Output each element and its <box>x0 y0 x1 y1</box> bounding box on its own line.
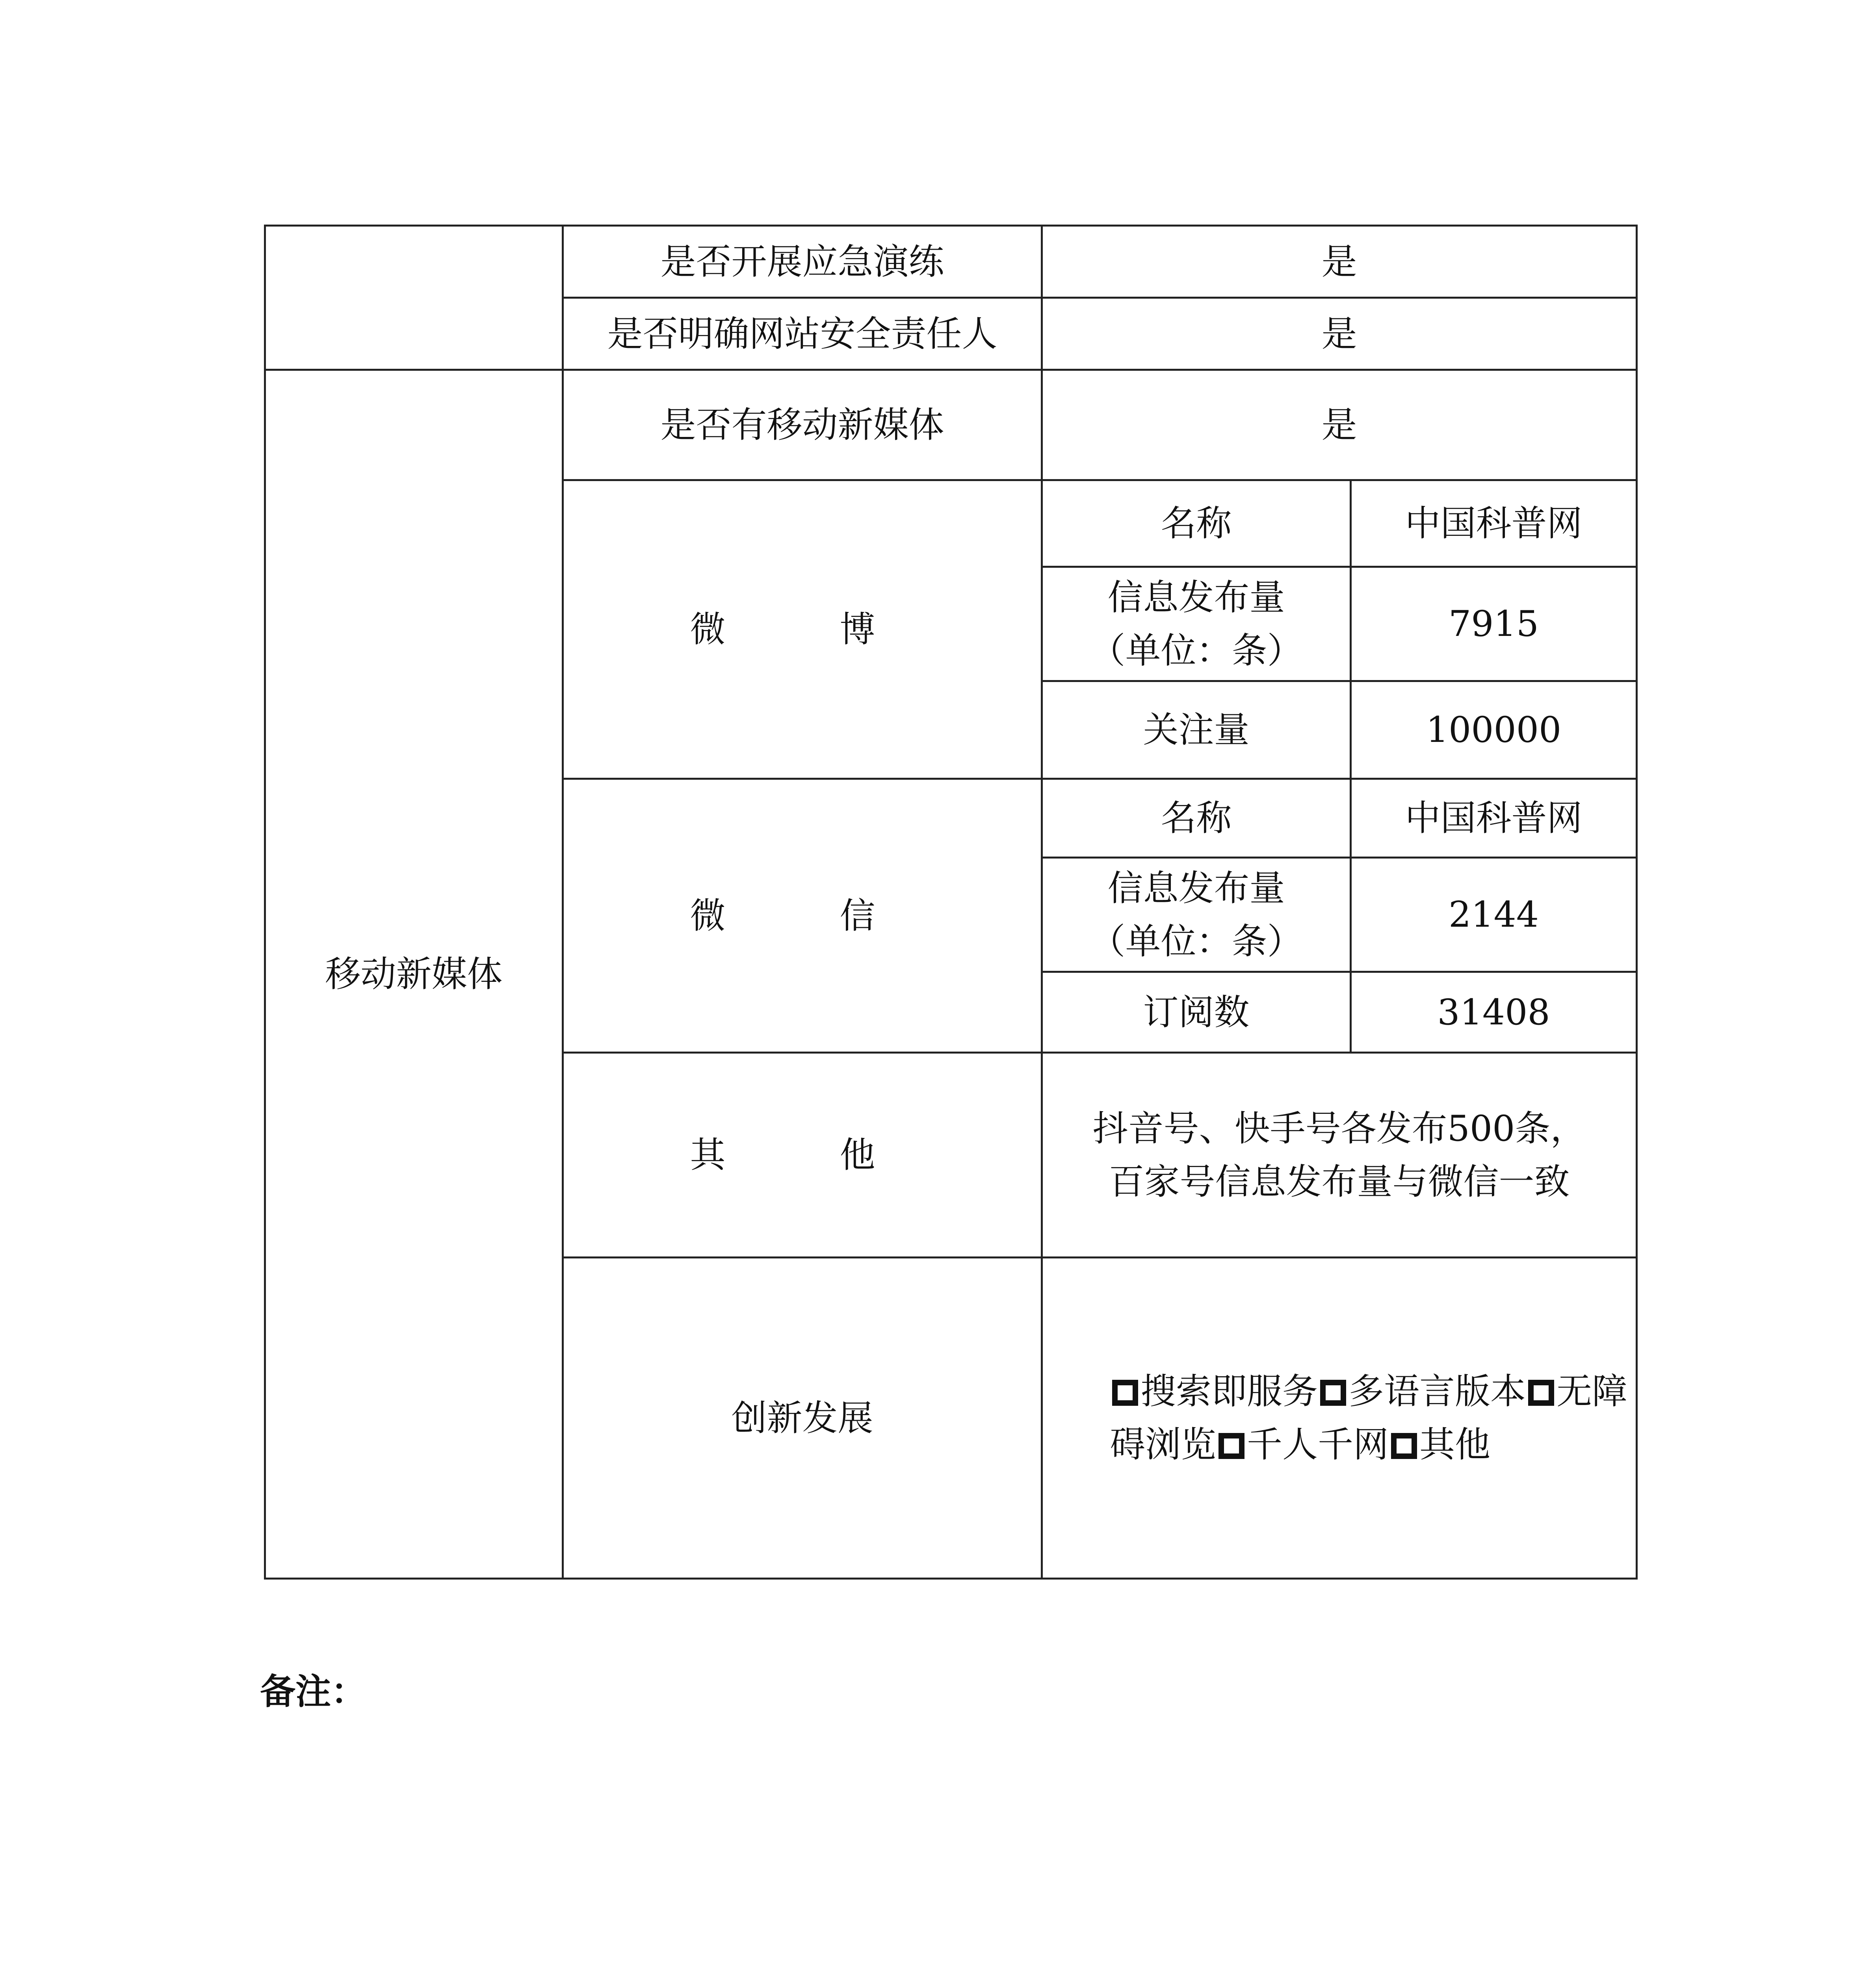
security-owner-value: 是 <box>1042 298 1637 370</box>
weibo-posts-value: 7915 <box>1351 567 1637 681</box>
has-mobile-media-value: 是 <box>1042 370 1637 480</box>
wechat-posts-label-line2: （单位：条） <box>1090 920 1303 962</box>
other-value-line1: 抖音号、快手号各发布500条， <box>1092 1108 1586 1149</box>
weibo-name-value: 中国科普网 <box>1351 480 1637 567</box>
option-other: 其他 <box>1419 1424 1490 1465</box>
innovation-label: 创新发展 <box>563 1258 1042 1579</box>
option-accessibility: 无障碍浏览 <box>1110 1371 1627 1465</box>
mobile-media-section-label: 移动新媒体 <box>265 370 563 1579</box>
option-personalized: 千人千网 <box>1247 1424 1389 1465</box>
table-row <box>265 370 1637 480</box>
wechat-name-label: 名称 <box>1042 779 1351 858</box>
weibo-followers-value: 100000 <box>1351 681 1637 779</box>
wechat-posts-label <box>1042 858 1351 972</box>
option-multilingual: 多语言版本 <box>1348 1371 1526 1412</box>
other-value-line2: 百家号信息发布量与微信一致 <box>1109 1161 1570 1202</box>
wechat-subscribers-label: 订阅数 <box>1042 972 1351 1053</box>
other-value <box>1042 1053 1637 1258</box>
security-owner-label: 是否明确网站安全责任人 <box>563 298 1042 370</box>
emergency-drill-label: 是否开展应急演练 <box>563 226 1042 298</box>
table-row <box>265 226 1637 298</box>
has-mobile-media-label: 是否有移动新媒体 <box>563 370 1042 480</box>
weibo-label: 微 博 <box>563 480 1042 779</box>
wechat-name-value: 中国科普网 <box>1351 779 1637 858</box>
weibo-posts-label-line2: （单位：条） <box>1090 630 1303 671</box>
empty-section-cell <box>265 226 563 370</box>
weibo-posts-label-line1: 信息发布量 <box>1107 576 1285 618</box>
wechat-subscribers-value: 31408 <box>1351 972 1637 1053</box>
weibo-followers-label: 关注量 <box>1042 681 1351 779</box>
option-search-as-service: 搜索即服务 <box>1140 1371 1318 1412</box>
checkbox-icon[interactable] <box>1320 1380 1346 1406</box>
note-label: 备注： <box>260 1671 366 1712</box>
wechat-label: 微 信 <box>563 779 1042 1053</box>
emergency-drill-value: 是 <box>1042 226 1637 298</box>
weibo-posts-label <box>1042 567 1351 681</box>
innovation-options <box>1042 1258 1637 1579</box>
wechat-posts-value: 2144 <box>1351 858 1637 972</box>
report-table <box>264 225 1638 1580</box>
other-label: 其 他 <box>563 1053 1042 1258</box>
weibo-name-label: 名称 <box>1042 480 1351 567</box>
wechat-posts-label-line1: 信息发布量 <box>1107 867 1285 909</box>
checkbox-icon[interactable] <box>1391 1433 1417 1459</box>
checkbox-icon[interactable] <box>1112 1380 1138 1406</box>
checkbox-icon[interactable] <box>1218 1433 1244 1459</box>
checkbox-icon[interactable] <box>1528 1380 1554 1406</box>
